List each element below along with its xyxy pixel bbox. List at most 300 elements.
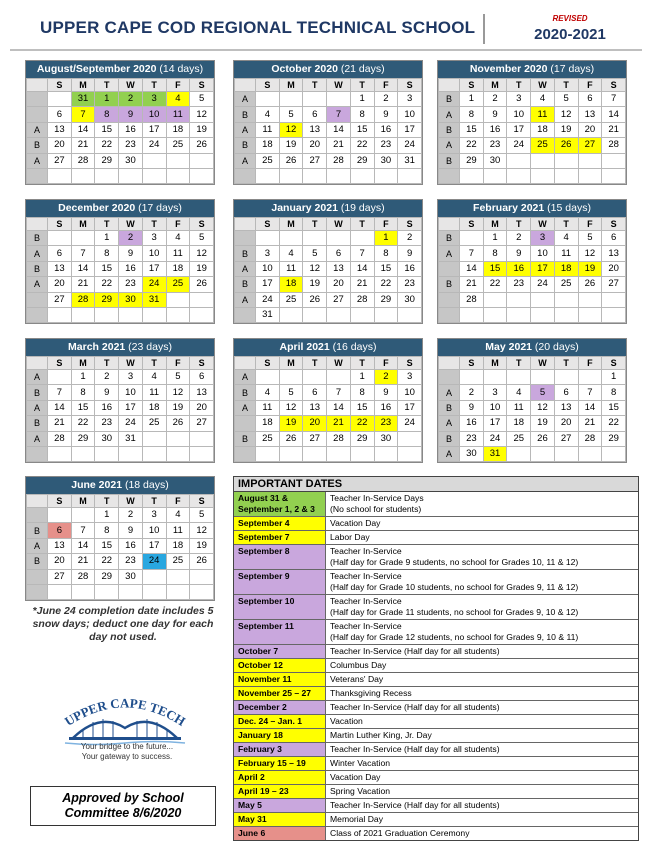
calendar-day-cell	[190, 307, 214, 322]
calendar-week-row	[27, 416, 214, 431]
month-name: February 2021	[473, 202, 545, 214]
calendar-week-row	[439, 138, 626, 153]
calendar-day-cell: 29	[460, 153, 484, 168]
day-of-week-header: T	[303, 79, 327, 92]
calendar-week-row	[27, 122, 214, 137]
calendar-day-cell: 2	[483, 92, 507, 107]
calendar-week-row	[235, 92, 422, 107]
calendar-week-row	[235, 153, 422, 168]
calendar-day-cell: 7	[71, 523, 95, 538]
calendar-day-cell: 23	[507, 277, 531, 292]
ab-week-label	[235, 307, 256, 322]
calendar-day-cell: 19	[554, 122, 578, 137]
calendar-day-cell: 17	[142, 261, 166, 276]
day-of-week-header: S	[398, 357, 422, 370]
calendar-week-row	[439, 277, 626, 292]
calendar-week-row	[235, 307, 422, 322]
calendar-day-cell: 10	[142, 107, 166, 122]
calendar-day-cell: 18	[166, 122, 190, 137]
calendar-day-cell: 2	[507, 231, 531, 246]
calendar-month-title	[438, 61, 626, 78]
calendar-week-row	[235, 385, 422, 400]
calendar-day-cell	[48, 92, 72, 107]
tagline-line-1: Your bridge to the future...	[80, 742, 174, 751]
calendar-day-cell: 18	[279, 277, 303, 292]
calendar-day-cell: 5	[190, 92, 214, 107]
day-of-week-header: T	[142, 79, 166, 92]
important-event	[326, 729, 638, 742]
calendar-day-cell: 27	[303, 431, 327, 446]
month-day-count: (20 days)	[534, 341, 579, 353]
calendar-day-cell	[48, 168, 72, 183]
calendar-day-cell	[398, 168, 422, 183]
day-of-week-header: W	[119, 495, 143, 508]
important-date-row	[234, 570, 638, 595]
calendar-week-row	[235, 400, 422, 415]
calendar-day-cell: 6	[303, 107, 327, 122]
calendar-day-cell	[119, 168, 143, 183]
calendar-day-cell: 3	[398, 370, 422, 385]
calendar-day-cell: 27	[48, 292, 72, 307]
important-event	[326, 673, 638, 686]
important-date-row	[234, 743, 638, 757]
calendar-week-row	[235, 231, 422, 246]
day-of-week-header: S	[256, 357, 280, 370]
calendar-day-cell: 30	[483, 153, 507, 168]
calendar-day-cell: 2	[119, 508, 143, 523]
calendar-day-cell	[602, 168, 626, 183]
day-of-week-header: F	[578, 357, 602, 370]
important-date: September 10	[234, 595, 326, 619]
calendar-day-cell: 19	[190, 122, 214, 137]
ab-week-label	[235, 231, 256, 246]
calendar-day-cell: 7	[602, 92, 626, 107]
calendar-day-cell: 17	[256, 277, 280, 292]
ab-week-label: B	[439, 92, 460, 107]
calendar-week-row	[439, 261, 626, 276]
event-detail: (No school for students)	[330, 504, 422, 514]
calendar-day-cell	[279, 168, 303, 183]
calendar-day-cell: 9	[119, 107, 143, 122]
calendar-day-cell: 7	[48, 385, 72, 400]
calendar-month	[25, 60, 215, 185]
calendar-day-cell	[256, 231, 280, 246]
ab-week-label	[439, 370, 460, 385]
calendar-day-cell	[48, 584, 72, 599]
calendar-day-cell: 26	[190, 554, 214, 569]
calendar-day-cell: 27	[303, 153, 327, 168]
calendar-month	[25, 199, 215, 324]
calendar-day-cell	[483, 168, 507, 183]
calendar-day-cell: 26	[190, 277, 214, 292]
calendar-day-cell: 2	[374, 92, 398, 107]
calendar-day-cell: 29	[95, 153, 119, 168]
calendar-day-cell: 2	[119, 231, 143, 246]
calendar-day-cell	[507, 168, 531, 183]
calendar-day-cell	[190, 153, 214, 168]
calendar-day-cell: 19	[166, 400, 190, 415]
calendar-day-cell: 3	[531, 231, 555, 246]
day-of-week-header: S	[48, 357, 72, 370]
important-date: February 15 – 19	[234, 757, 326, 770]
calendar-day-cell: 30	[119, 292, 143, 307]
calendar-day-cell: 4	[507, 385, 531, 400]
day-of-week-header: M	[483, 357, 507, 370]
calendar-day-cell: 14	[327, 400, 351, 415]
ab-week-label: B	[235, 246, 256, 261]
calendar-day-cell: 16	[119, 538, 143, 553]
calendar-day-cell: 5	[578, 231, 602, 246]
week-label-header	[439, 218, 460, 231]
important-date-row	[234, 545, 638, 570]
calendar-week-row	[27, 584, 214, 599]
calendar-day-cell: 20	[327, 277, 351, 292]
important-date-row	[234, 531, 638, 545]
calendar-week-row	[27, 246, 214, 261]
calendar-day-cell: 28	[327, 153, 351, 168]
calendar-week-row	[439, 292, 626, 307]
calendar-day-cell: 30	[398, 292, 422, 307]
calendar-day-cell: 31	[256, 307, 280, 322]
calendar-day-cell	[507, 446, 531, 461]
calendar-day-cell: 28	[578, 431, 602, 446]
calendar-day-cell: 21	[327, 138, 351, 153]
important-date-row	[234, 771, 638, 785]
calendar-day-cell: 4	[166, 92, 190, 107]
calendar-month	[25, 476, 215, 601]
ab-week-label: A	[235, 400, 256, 415]
calendar-day-cell: 31	[119, 431, 143, 446]
calendar-day-cell: 17	[398, 400, 422, 415]
calendar-day-cell: 15	[374, 261, 398, 276]
calendar-week-row	[439, 153, 626, 168]
calendar-day-cell: 23	[119, 277, 143, 292]
calendar-week-row	[235, 416, 422, 431]
ab-week-label: B	[235, 431, 256, 446]
calendar-day-cell	[71, 584, 95, 599]
calendar-day-cell: 6	[48, 246, 72, 261]
ab-week-label: A	[27, 400, 48, 415]
calendar-day-cell	[48, 231, 72, 246]
month-name: November 2020	[469, 63, 548, 75]
calendar-day-cell: 17	[142, 538, 166, 553]
calendar-day-cell: 10	[142, 523, 166, 538]
calendar-day-cell: 28	[48, 431, 72, 446]
calendar-day-cell: 7	[71, 246, 95, 261]
important-date: May 5	[234, 799, 326, 812]
calendar-day-cell: 12	[190, 246, 214, 261]
calendar-day-cell	[279, 446, 303, 461]
day-of-week-header: T	[142, 495, 166, 508]
calendar-day-cell: 29	[350, 431, 374, 446]
calendar-day-cell: 8	[95, 523, 119, 538]
day-of-week-header: T	[507, 218, 531, 231]
calendar-day-cell: 9	[374, 107, 398, 122]
calendar-day-cell: 25	[279, 292, 303, 307]
calendar-day-cell: 27	[578, 138, 602, 153]
ab-week-label	[27, 307, 48, 322]
calendar-day-cell	[554, 292, 578, 307]
calendar-day-cell: 22	[602, 416, 626, 431]
ab-week-label	[27, 292, 48, 307]
calendar-week-row	[235, 277, 422, 292]
week-label-header	[439, 79, 460, 92]
calendar-day-cell	[48, 370, 72, 385]
calendar-month-title	[26, 200, 214, 217]
event-title: Teacher In-Service (Half day for all students)	[330, 702, 500, 712]
important-dates-table	[233, 476, 639, 841]
calendar-day-cell	[166, 307, 190, 322]
month-name: March 2021	[68, 341, 126, 353]
day-of-week-header: W	[327, 357, 351, 370]
calendar-day-cell: 8	[95, 246, 119, 261]
ab-week-label: A	[235, 153, 256, 168]
calendar-day-cell	[71, 307, 95, 322]
calendar-day-cell	[142, 569, 166, 584]
calendar-day-cell: 2	[119, 92, 143, 107]
important-date: May 31	[234, 813, 326, 826]
calendar-day-cell: 21	[71, 277, 95, 292]
calendar-day-cell: 6	[48, 107, 72, 122]
calendar-day-cell: 1	[95, 231, 119, 246]
important-date: April 19 – 23	[234, 785, 326, 798]
calendar-day-cell: 14	[350, 261, 374, 276]
calendar-day-cell: 15	[95, 122, 119, 137]
important-event	[326, 531, 638, 544]
calendar-day-cell: 10	[398, 385, 422, 400]
calendar-day-cell: 11	[507, 400, 531, 415]
important-date-row	[234, 517, 638, 531]
calendar-month-title	[26, 339, 214, 356]
day-of-week-header: W	[531, 357, 555, 370]
ab-week-label: A	[235, 92, 256, 107]
day-of-week-header: T	[95, 495, 119, 508]
calendar-day-cell	[578, 370, 602, 385]
calendar-day-cell	[554, 168, 578, 183]
ab-week-label: B	[439, 153, 460, 168]
day-of-week-header: T	[554, 218, 578, 231]
calendar-day-cell: 26	[554, 138, 578, 153]
calendar-day-cell: 22	[71, 416, 95, 431]
calendar-week-row	[27, 153, 214, 168]
calendar-day-cell: 4	[166, 231, 190, 246]
calendar-day-cell: 10	[483, 400, 507, 415]
calendar-day-cell: 24	[142, 277, 166, 292]
day-of-week-header: S	[256, 79, 280, 92]
month-name: January 2021	[271, 202, 338, 214]
header-divider	[483, 14, 485, 44]
calendar-day-cell	[374, 168, 398, 183]
calendar-day-cell: 25	[554, 277, 578, 292]
day-of-week-header: M	[71, 357, 95, 370]
ab-week-label: B	[439, 122, 460, 137]
calendar-day-cell	[327, 307, 351, 322]
calendar-day-cell: 5	[531, 385, 555, 400]
important-date-row	[234, 799, 638, 813]
calendar-month	[233, 60, 423, 185]
calendar-week-row	[439, 122, 626, 137]
calendar-day-cell: 5	[190, 508, 214, 523]
calendar-week-row	[439, 370, 626, 385]
calendar-month-title	[26, 477, 214, 494]
calendar-day-cell: 24	[398, 138, 422, 153]
calendar-month	[25, 338, 215, 463]
day-of-week-header: S	[48, 495, 72, 508]
calendar-day-cell: 24	[507, 138, 531, 153]
calendar-day-cell: 21	[71, 138, 95, 153]
calendar-day-cell: 21	[71, 554, 95, 569]
calendar-day-cell	[531, 168, 555, 183]
calendar-day-cell	[327, 370, 351, 385]
calendar-day-cell: 18	[507, 416, 531, 431]
calendar-day-cell: 8	[95, 107, 119, 122]
calendar-day-cell: 7	[460, 246, 484, 261]
ab-week-label: A	[235, 292, 256, 307]
calendar-day-cell: 29	[71, 431, 95, 446]
day-of-week-header: F	[374, 357, 398, 370]
calendar-day-cell	[507, 370, 531, 385]
calendar-day-cell: 9	[460, 400, 484, 415]
calendar-day-cell	[190, 569, 214, 584]
calendar-day-cell: 13	[48, 122, 72, 137]
calendar-day-cell	[142, 431, 166, 446]
ab-week-label	[439, 292, 460, 307]
calendar-day-cell: 20	[578, 122, 602, 137]
event-title: Teacher In-Service Days	[330, 493, 424, 503]
calendar-day-cell: 20	[48, 554, 72, 569]
calendar-day-cell: 10	[531, 246, 555, 261]
calendar-day-cell: 20	[303, 138, 327, 153]
calendar-week-row	[439, 400, 626, 415]
calendar-day-cell: 28	[71, 569, 95, 584]
calendar-day-cell	[256, 92, 280, 107]
event-title: Teacher In-Service	[330, 571, 402, 581]
school-year: 2020-2021	[534, 26, 606, 43]
calendar-day-cell	[350, 446, 374, 461]
calendar-day-cell: 26	[279, 153, 303, 168]
calendar-day-cell: 25	[507, 431, 531, 446]
calendar-day-cell: 15	[95, 261, 119, 276]
day-of-week-header: S	[460, 79, 484, 92]
calendar-day-cell: 5	[279, 385, 303, 400]
calendar-day-cell: 12	[279, 122, 303, 137]
month-day-count: (17 days)	[138, 202, 182, 214]
calendar-day-cell: 6	[48, 523, 72, 538]
week-label-header	[235, 79, 256, 92]
month-name: August/September 2020	[36, 63, 157, 75]
calendar-week-row	[27, 446, 214, 461]
calendar-day-cell: 21	[350, 277, 374, 292]
calendar-day-cell: 22	[374, 277, 398, 292]
day-of-week-header: T	[350, 79, 374, 92]
calendar-day-cell: 6	[602, 231, 626, 246]
important-date: December 2	[234, 701, 326, 714]
ab-week-label: B	[439, 400, 460, 415]
calendar-day-cell	[554, 307, 578, 322]
important-date: November 25 – 27	[234, 687, 326, 700]
month-day-count: (23 days)	[128, 341, 172, 353]
calendar-day-cell: 9	[398, 246, 422, 261]
day-of-week-header: F	[374, 218, 398, 231]
calendar-week-row	[439, 446, 626, 461]
calendar-day-cell	[578, 307, 602, 322]
calendar-day-cell: 5	[190, 231, 214, 246]
calendar-week-row	[235, 431, 422, 446]
month-day-count: (16 days)	[332, 341, 377, 353]
calendar-day-cell	[398, 307, 422, 322]
calendar-day-cell: 5	[279, 107, 303, 122]
calendar-day-cell: 24	[531, 277, 555, 292]
day-of-week-header: F	[166, 79, 190, 92]
important-date: Dec. 24 – Jan. 1	[234, 715, 326, 728]
calendar-day-cell: 6	[303, 385, 327, 400]
month-name: May 2021	[485, 341, 532, 353]
calendar-day-cell: 25	[531, 138, 555, 153]
day-of-week-header: T	[95, 79, 119, 92]
calendar-day-cell: 20	[554, 416, 578, 431]
day-of-week-header: M	[71, 79, 95, 92]
important-event	[326, 799, 638, 812]
ab-week-label	[439, 261, 460, 276]
important-date: February 3	[234, 743, 326, 756]
calendar-day-cell: 25	[142, 416, 166, 431]
calendar-month	[233, 338, 423, 463]
calendar-day-cell: 2	[374, 370, 398, 385]
bridge-deck-icon	[69, 737, 181, 740]
calendar-day-cell: 1	[460, 92, 484, 107]
calendar-day-cell: 20	[48, 277, 72, 292]
calendar-day-cell: 26	[166, 416, 190, 431]
calendar-day-cell	[350, 307, 374, 322]
calendar-day-cell: 27	[48, 569, 72, 584]
ab-week-label	[235, 168, 256, 183]
calendar-day-cell	[578, 446, 602, 461]
calendar-day-cell: 4	[166, 508, 190, 523]
ab-week-label	[235, 416, 256, 431]
calendar-day-cell	[95, 446, 119, 461]
important-event	[326, 701, 638, 714]
calendar-day-cell: 28	[460, 292, 484, 307]
calendar-day-cell	[279, 370, 303, 385]
day-of-week-header: F	[166, 357, 190, 370]
calendar-day-cell: 13	[48, 538, 72, 553]
calendar-day-cell: 23	[95, 416, 119, 431]
day-of-week-header: M	[71, 495, 95, 508]
calendar-week-row	[235, 261, 422, 276]
important-date: September 7	[234, 531, 326, 544]
calendar-week-row	[439, 168, 626, 183]
ab-week-label: B	[235, 107, 256, 122]
calendar-day-cell	[483, 370, 507, 385]
calendar-day-cell	[327, 92, 351, 107]
month-day-count: (21 days)	[340, 63, 385, 75]
calendar-day-cell	[48, 508, 72, 523]
day-of-week-header: S	[48, 79, 72, 92]
important-date-row	[234, 827, 638, 840]
day-of-week-header: T	[350, 357, 374, 370]
month-name: December 2020	[58, 202, 136, 214]
day-of-week-header: S	[48, 218, 72, 231]
calendar-day-cell: 7	[350, 246, 374, 261]
calendar-day-cell: 14	[48, 400, 72, 415]
ab-week-label	[439, 168, 460, 183]
calendar-day-cell: 4	[256, 107, 280, 122]
calendar-day-cell: 23	[483, 138, 507, 153]
calendar-day-cell	[460, 307, 484, 322]
calendar-day-cell	[190, 446, 214, 461]
calendar-day-cell: 13	[190, 385, 214, 400]
calendar-day-cell: 12	[578, 246, 602, 261]
